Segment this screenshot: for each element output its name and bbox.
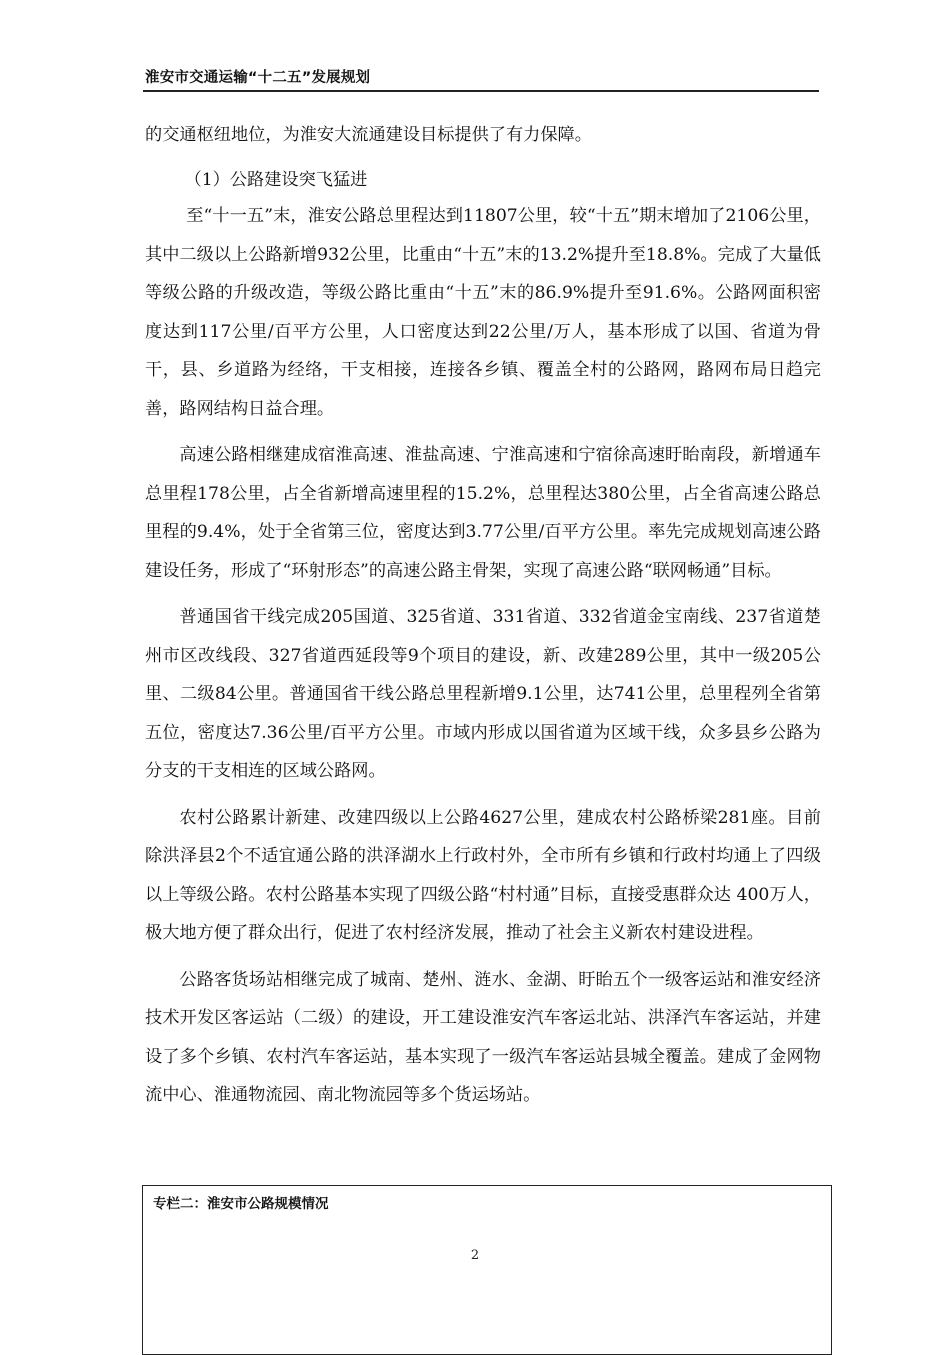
- document-body: [145, 116, 821, 1115]
- paragraph-continuation: 的交通枢纽地位，为淮安大流通建设目标提供了有力保障。: [145, 125, 592, 145]
- paragraph-stations: 公路客货场站相继完成了城南、楚州、涟水、金湖、盱眙五个一级客运站和淮安经济技术开发区客运站（二级）的建设，开工建设淮安汽车客运北站、洪泽汽车客运站，并建设了多个乡镇、农村汽车客运站，基本实现了一级汽车客运站县城全覆盖。建成了金网物流中心、淮通物流园、南北物流园等多个货运场站。: [145, 969, 821, 1105]
- paragraph-rural-roads: 农村公路累计新建、改建四级以上公路4627公里，建成农村公路桥梁281座。目前除洪泽县2个不适宜通公路的洪泽湖水上行政村外，全市所有乡镇和行政村均通上了四级以上等级公路。农村公路基本实现了四级公路“村村通”目标，直接受惠群众达 400万人，极大地方便了群众出行，促进了农村经济发展，推动了社会主义新农村建设进程。: [145, 807, 821, 943]
- page-number: 2: [470, 1248, 480, 1263]
- paragraph-expressway: 高速公路相继建成宿淮高速、淮盐高速、宁淮高速和宁宿徐高速盱眙南段，新增通车总里程178公里，占全省新增高速里程的15.2%，总里程达380公里，占全省高速公路总里程的9.4%，处于全省第三位，密度达到3.77公里/百平方公里。率先完成规划高速公路建设任务，形成了“环射形态”的高速公路主骨架，实现了高速公路“联网畅通”目标。: [145, 445, 821, 581]
- sidebar-box: [142, 1185, 832, 1355]
- paragraph-highway-total: 至“十一五”末，淮安公路总里程达到11807公里，较“十五”期末增加了2106公里，其中二级以上公路新增932公里，比重由“十五”末的13.2%提升至18.8%。完成了大量低等级公路的升级改造，等级公路比重由“十五”末的86.9%提升至91.6%。公路网面积密度达到117公里/百平方公里，人口密度达到22公里/万人，基本形成了以国、省道为骨干，县、乡道路为经络，干支相接，连接各乡镇、覆盖全村的公路网，路网布局日趋完善，路网结构日益合理。: [145, 206, 821, 419]
- page-header: [143, 62, 819, 92]
- header-title: 淮安市交通运输“十二五”发展规划: [145, 70, 371, 86]
- section-heading: （1）公路建设突飞猛进: [184, 169, 368, 190]
- paragraph-trunk-roads: 普通国省干线完成205国道、325省道、331省道、332省道金宝南线、237省道楚州市区改线段、327省道西延段等9个项目的建设，新、改建289公里，其中一级205公里、二级84公里。普通国省干线公路总里程新增9.1公里，达741公里，总里程列全省第五位，密度达7.36公里/百平方公里。市域内形成以国省道为区域干线，众多县乡公路为分支的干支相连的区域公路网。: [145, 607, 821, 781]
- sidebar-title: 专栏二：淮安市公路规模情况: [153, 1196, 329, 1212]
